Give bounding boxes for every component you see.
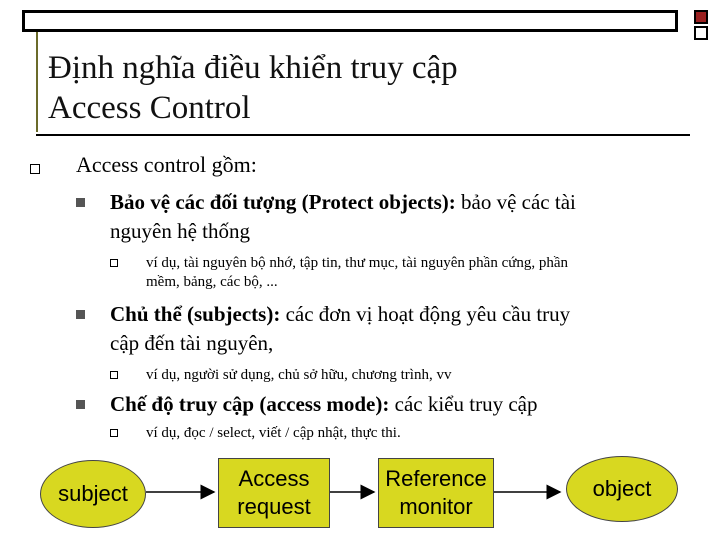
bullet-text: các đơn vị hoạt động yêu cầu truy bbox=[280, 302, 571, 326]
small-square-bullet-icon bbox=[110, 429, 118, 437]
title-divider bbox=[36, 134, 690, 136]
hollow-square-bullet-icon bbox=[30, 164, 40, 174]
object-node bbox=[566, 456, 678, 522]
reference-monitor-label-line2: monitor bbox=[399, 494, 473, 519]
small-square-bullet-icon bbox=[110, 259, 118, 267]
bullet-bold-term: Bảo vệ các đối tượng (Protect objects): bbox=[110, 190, 456, 214]
bullet-bold-term: Chủ thể (subjects): bbox=[110, 302, 281, 326]
access-request-label-line1: Access bbox=[238, 466, 310, 491]
subject-label: subject bbox=[58, 481, 128, 506]
example-text: ví dụ, người sử dụng, chủ sở hữu, chương trình, vv bbox=[146, 367, 452, 383]
corner-square-white bbox=[694, 26, 708, 40]
example-text-continued: mềm, bảng, các bộ, ... bbox=[146, 274, 278, 290]
bullet-text-continued: cập đến tài nguyên, bbox=[110, 331, 274, 355]
bullet-text: Access control gồm: bbox=[76, 152, 257, 177]
small-square-bullet-icon bbox=[110, 371, 118, 379]
reference-monitor-label-line1: Reference bbox=[385, 466, 487, 491]
filled-square-bullet-icon bbox=[76, 400, 85, 409]
filled-square-bullet-icon bbox=[76, 310, 85, 319]
title-line-2: Access Control bbox=[48, 90, 251, 126]
access-request-node bbox=[218, 458, 330, 528]
example-text: ví dụ, đọc / select, viết / cập nhật, thực thi. bbox=[146, 425, 401, 441]
object-label: object bbox=[592, 476, 652, 501]
example-text: ví dụ, tài nguyên bộ nhớ, tập tin, thư mục, tài nguyên phần cứng, phần bbox=[146, 255, 569, 271]
title-line-1: Định nghĩa điều khiển truy cập bbox=[48, 50, 458, 86]
bullet-text: các kiểu truy cập bbox=[389, 392, 538, 416]
bullet-text: bảo vệ các tài bbox=[455, 190, 576, 214]
slide-title bbox=[48, 48, 458, 128]
filled-square-bullet-icon bbox=[76, 198, 85, 207]
top-decorative-bar bbox=[22, 10, 678, 32]
access-request-label-line2: request bbox=[237, 494, 311, 519]
subject-node bbox=[40, 460, 146, 528]
left-decorative-line bbox=[36, 32, 38, 132]
bullet-bold-term: Chế độ truy cập (access mode): bbox=[110, 392, 390, 416]
reference-monitor-node bbox=[378, 458, 494, 528]
bullet-text-continued: nguyên hệ thống bbox=[110, 219, 250, 243]
corner-square-red bbox=[694, 10, 708, 24]
